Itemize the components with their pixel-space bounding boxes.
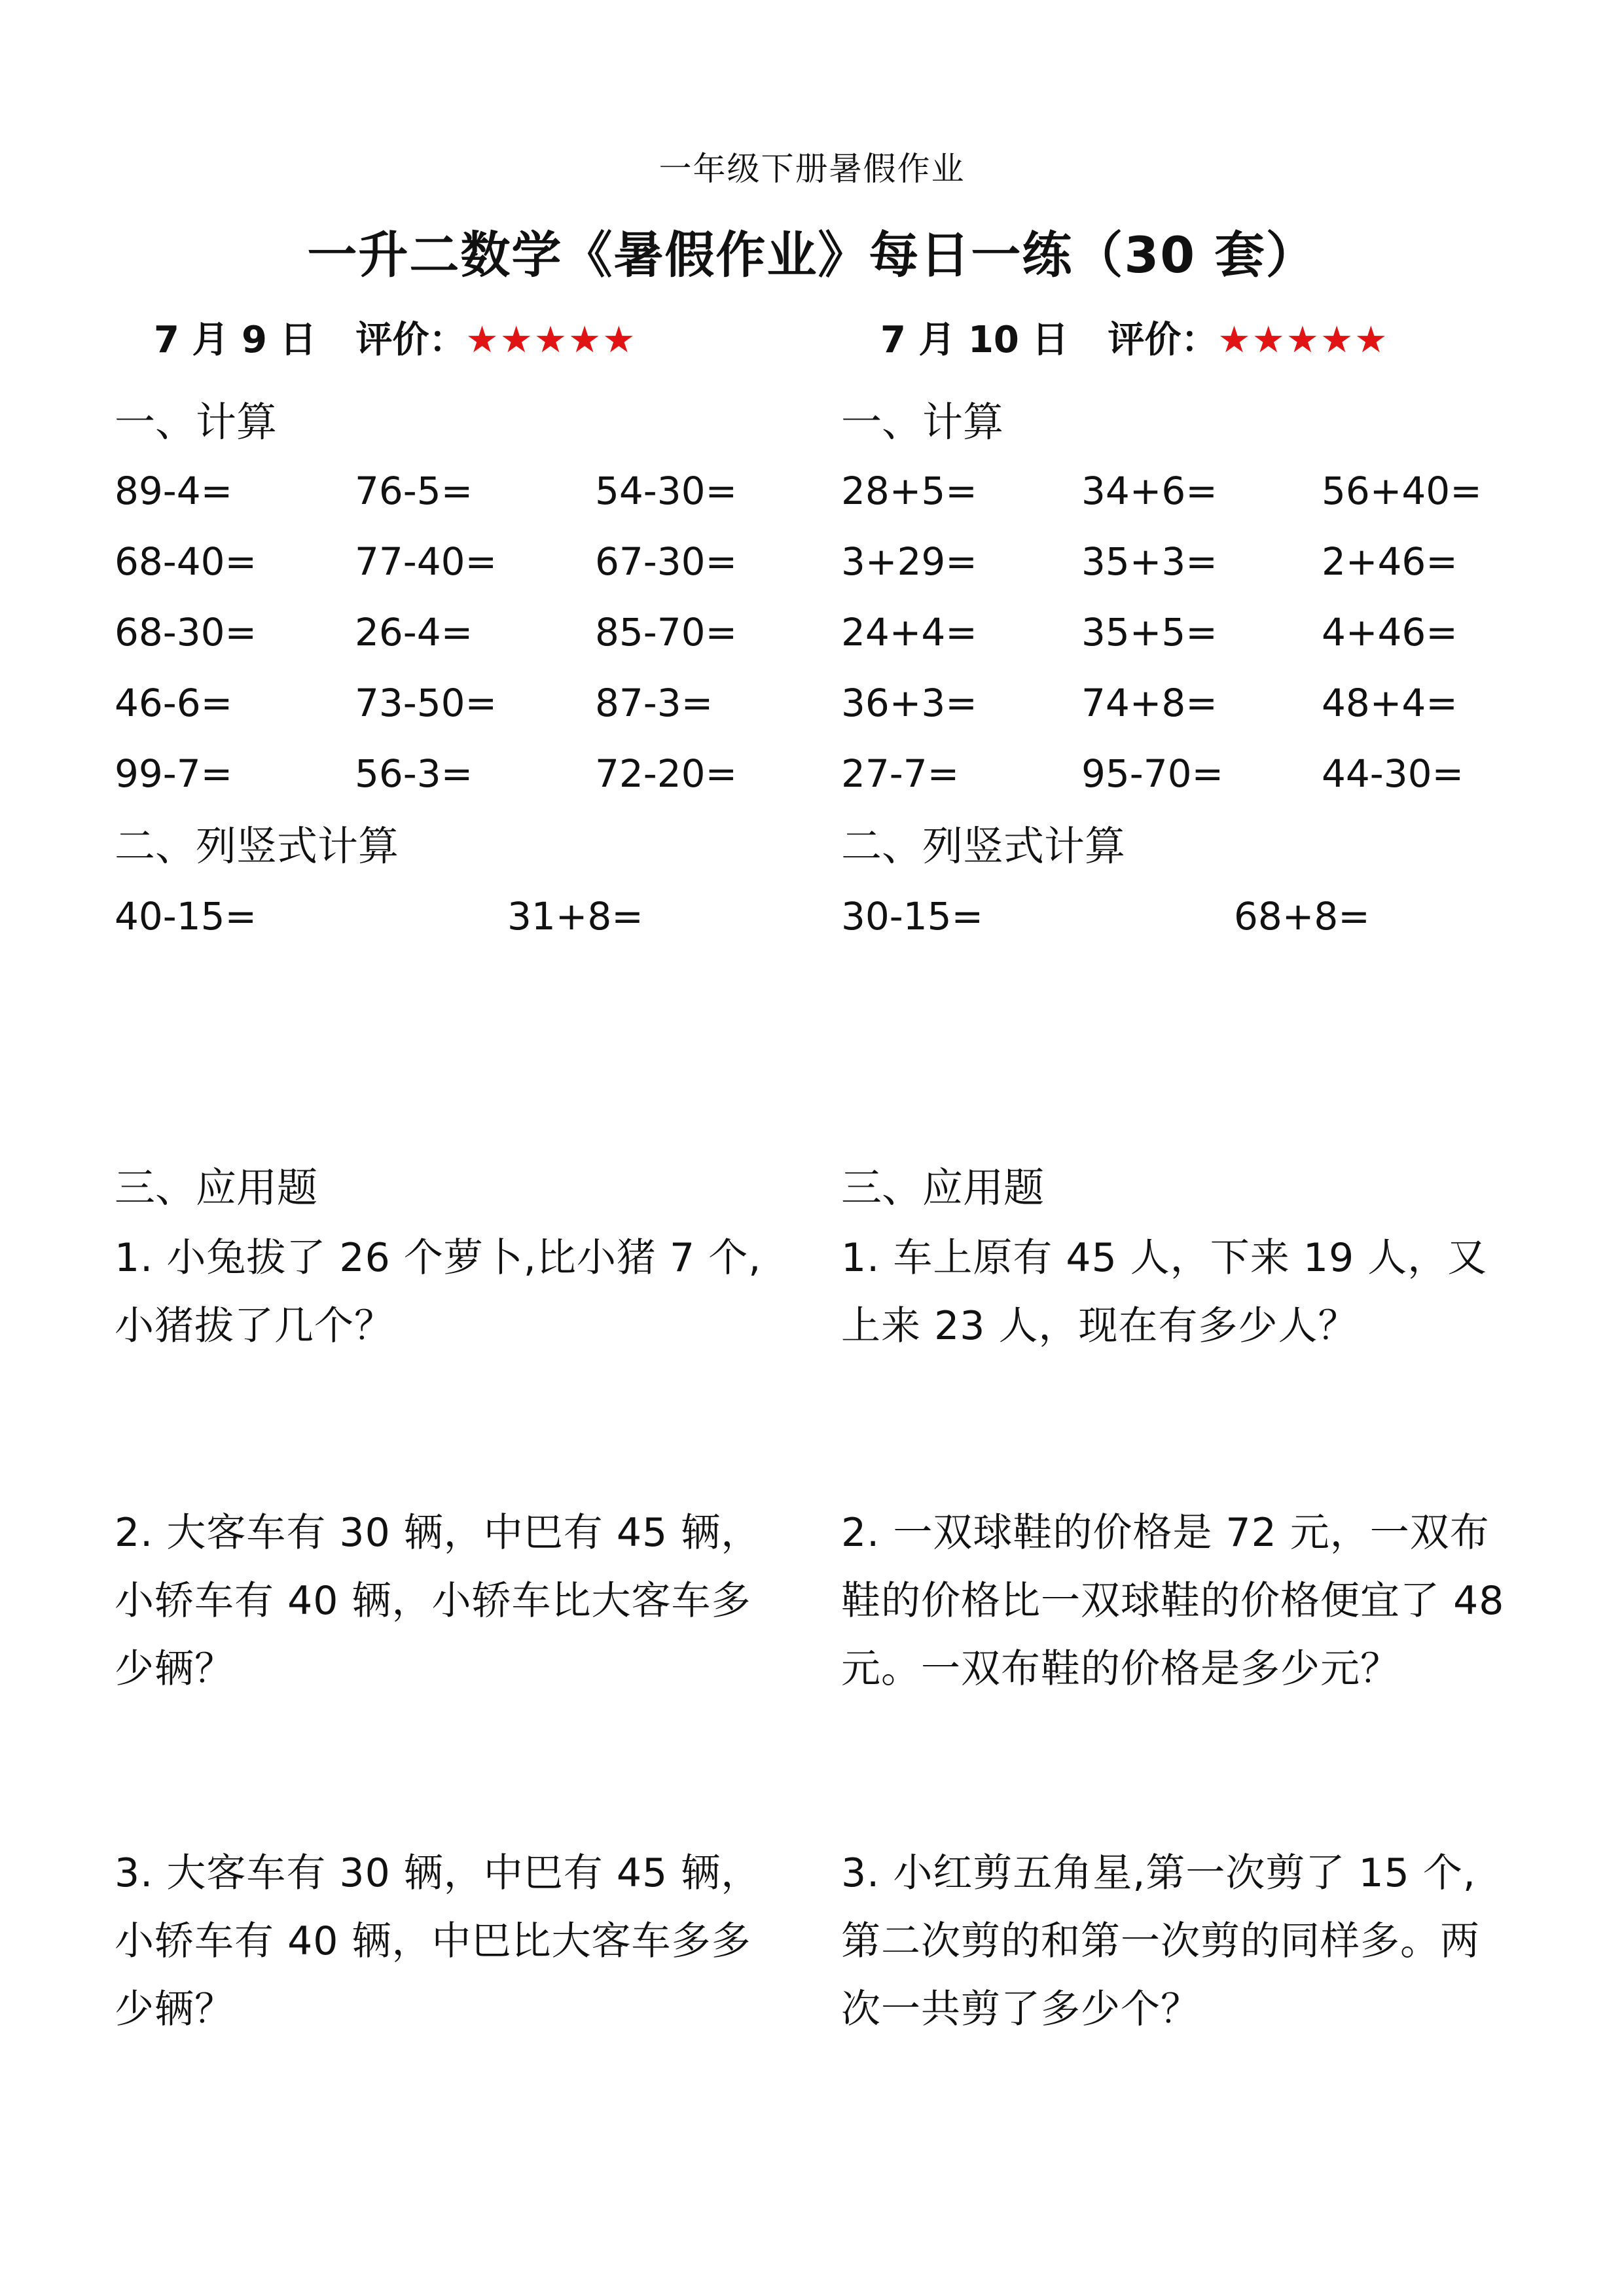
calculation-item: 48+4= [1322, 681, 1458, 725]
calculation-item: 46-6= [115, 681, 233, 725]
section-word-problems-title: 三、应用题 [841, 1164, 1045, 1211]
word-problem: 2. 大客车有 30 辆，中巴有 45 辆，小轿车有 40 辆，小轿车比大客车多少辆？ [115, 1510, 761, 1692]
vertical-calculation-item: 40-15= [115, 894, 257, 939]
calculation-grid [841, 461, 1548, 815]
calculation-item: 3+29= [841, 539, 977, 584]
worksheet-title: 一升二数学《暑假作业》每日一练（30 套） [307, 226, 1317, 284]
word-problem: 1. 车上原有 45 人，下来 19 人，又上来 23 人，现在有多少人？ [841, 1235, 1488, 1349]
section-calculation-title: 一、计算 [841, 398, 1004, 446]
section-vertical-title: 二、列竖式计算 [115, 822, 399, 870]
calculation-item: 35+5= [1081, 610, 1218, 655]
calculation-item: 74+8= [1081, 681, 1218, 725]
day-date: 7 月 9 日 [154, 319, 317, 361]
section-word-problems-title: 三、应用题 [115, 1164, 318, 1211]
worksheet-subtitle: 一年级下册暑假作业 [659, 150, 965, 188]
calculation-item: 26-4= [355, 610, 473, 655]
calculation-item: 56-3= [355, 751, 473, 796]
day-column-left [115, 0, 821, 2296]
calculation-item: 36+3= [841, 681, 977, 725]
calculation-item: 68-30= [115, 610, 257, 655]
calculation-item: 89-4= [115, 469, 233, 513]
calculation-item: 77-40= [355, 539, 497, 584]
calculation-item: 56+40= [1322, 469, 1482, 513]
word-problem: 2. 一双球鞋的价格是 72 元，一双布鞋的价格比一双球鞋的价格便宜了 48 元。一双布鞋的价格是多少元？ [841, 1510, 1505, 1692]
calculation-item: 54-30= [595, 469, 738, 513]
calculation-item: 76-5= [355, 469, 473, 513]
calculation-item: 73-50= [355, 681, 497, 725]
calculation-item: 95-70= [1081, 751, 1224, 796]
day-column-right [841, 0, 1548, 2296]
calculation-item: 34+6= [1081, 469, 1218, 513]
calculation-item: 67-30= [595, 539, 738, 584]
calculation-item: 24+4= [841, 610, 977, 655]
calculation-item: 28+5= [841, 469, 977, 513]
vertical-calculation-item: 30-15= [841, 894, 984, 939]
day-date: 7 月 10 日 [880, 319, 1069, 361]
rating-label: 评价： [355, 319, 466, 361]
vertical-calculation-item: 68+8= [1234, 894, 1370, 939]
word-problem: 3. 小红剪五角星,第一次剪了 15 个,第二次剪的和第一次剪的同样多。两次一共剪了多少个？ [841, 1850, 1480, 2032]
calculation-item: 72-20= [595, 751, 738, 796]
calculation-grid [115, 461, 821, 815]
word-problem: 3. 大客车有 30 辆，中巴有 45 辆，小轿车有 40 辆，中巴比大客车多多少辆？ [115, 1850, 761, 2032]
calculation-item: 68-40= [115, 539, 257, 584]
section-vertical-title: 二、列竖式计算 [841, 822, 1126, 870]
calculation-item: 2+46= [1322, 539, 1458, 584]
calculation-item: 85-70= [595, 610, 738, 655]
calculation-item: 99-7= [115, 751, 233, 796]
calculation-item: 87-3= [595, 681, 713, 725]
calculation-item: 35+3= [1081, 539, 1218, 584]
calculation-item: 44-30= [1322, 751, 1464, 796]
vertical-calculation-item: 31+8= [507, 894, 643, 939]
calculation-item: 4+46= [1322, 610, 1458, 655]
day-header [880, 311, 1388, 370]
rating-label: 评价： [1108, 319, 1218, 361]
calculation-item: 27-7= [841, 751, 960, 796]
word-problem: 1. 小兔拔了 26 个萝卜,比小猪 7 个,小猪拔了几个？ [115, 1235, 762, 1349]
rating-stars-icon: ★★★★★ [465, 319, 637, 361]
rating-stars-icon: ★★★★★ [1218, 319, 1389, 361]
day-header [154, 311, 636, 370]
section-calculation-title: 一、计算 [115, 398, 278, 446]
